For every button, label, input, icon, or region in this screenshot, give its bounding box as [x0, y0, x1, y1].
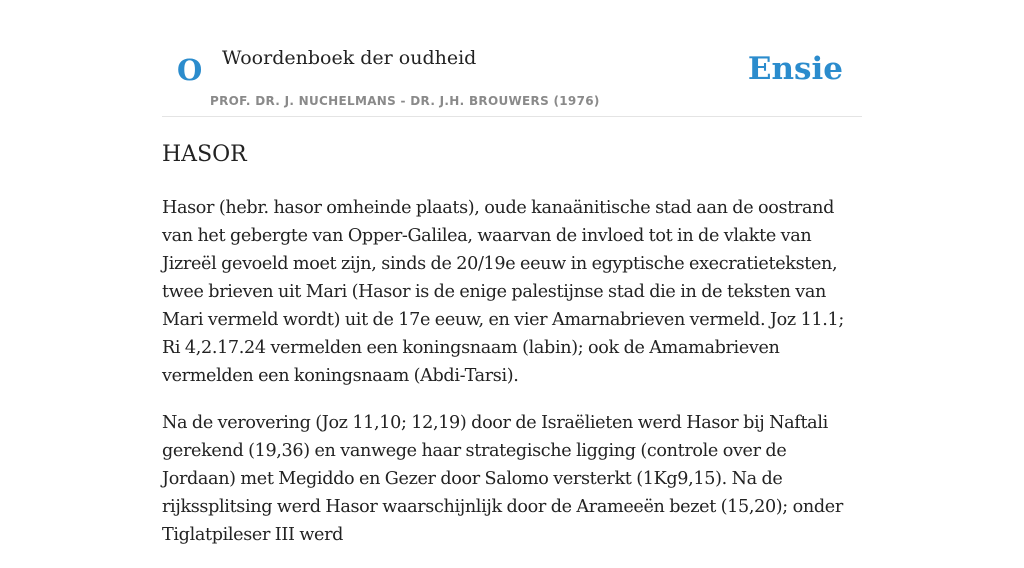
site-header: [162, 0, 862, 117]
entry-title: HASOR: [162, 142, 247, 167]
index-letter[interactable]: O: [177, 53, 203, 87]
book-authors: PROF. DR. J. NUCHELMANS - DR. J.H. BROUWERS (1976): [210, 94, 600, 108]
book-title[interactable]: Woordenboek der oudheid: [222, 47, 477, 69]
entry-paragraph: Na de verovering (Joz 11,10; 12,19) door de Israëlieten werd Hasor bij Naftali gerekend (19,36) en vanwege haar strategische ligging (controle over de Jordaan) met Megiddo en Gezer door Salomo versterkt (1Kg9,15). Na de rijkssplitsing werd Hasor waarschijnlijk door de Arameeën bezet (15,20); onder Tiglatpileser III werd: [162, 413, 843, 545]
ensie-logo-link[interactable]: Ensie: [747, 51, 843, 87]
entry-content: [162, 137, 862, 568]
entry-paragraph: Hasor (hebr. hasor omheinde plaats), oude kanaänitische stad aan de oostrand van het gebergte van Opper-Galilea, waarvan de invloed tot in de vlakte van Jizreël gevoeld moet zijn, sinds de 20/19e eeuw in egyptische execratieteksten, twee brieven uit Mari (Hasor is de enige palestijnse stad die in de teksten van Mari vermeld wordt) uit de 17e eeuw, en vier Amarnabrieven vermeld. Joz 11.1; Ri 4,2.17.24 vermelden een koningsnaam (labin); ook de Amamabrieven vermelden een koningsnaam (Abdi-Tarsi).: [162, 198, 844, 386]
